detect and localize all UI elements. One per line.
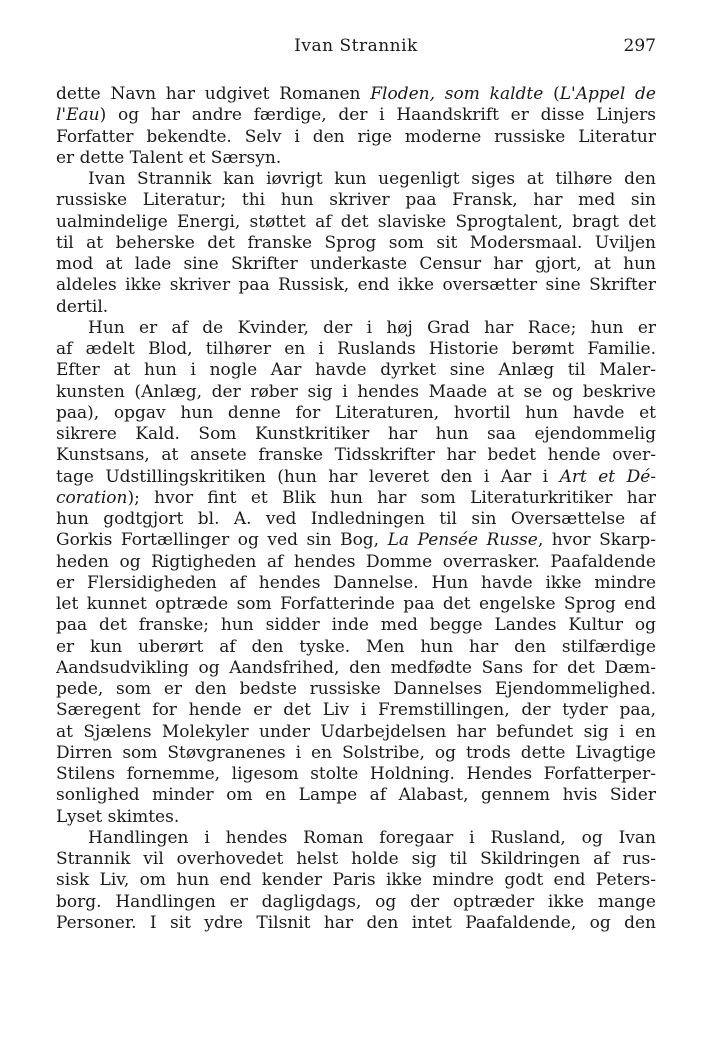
page-header xyxy=(56,36,656,60)
text-line: sonlighed minder om en Lampe af Alabast, gennem hvis Sider xyxy=(56,785,656,806)
text-line: hun godtgjort bl. A. ved Indledningen til sin Oversættelse af xyxy=(56,509,656,529)
text-line: let kunnet optræde som Forfatterinde paa det engelske Sprog end xyxy=(56,594,656,614)
text-line: ualmindelige Energi, støttet af det slaviske Sprogtalent, bragt det xyxy=(56,211,656,232)
text-line: dette Navn har udgivet Romanen Floden, som kaldte (L'Appel de xyxy=(56,84,656,104)
text-line: at Sjælens Molekyler under Udarbejdelsen har befundet sig i en xyxy=(56,721,656,742)
text-line: borg. Handlingen er dagligdags, og der optræder ikke mange xyxy=(56,891,656,912)
text-line: Hun er af de Kvinder, der i høj Grad har Race; hun er xyxy=(88,317,656,338)
text-line: aldeles ikke skriver paa Russisk, end ikke oversætter sine Skrifter xyxy=(56,275,656,296)
text-line: paa), opgav hun denne for Literaturen, hvortil hun havde et xyxy=(56,402,656,423)
text-line: pede, som er den bedste russiske Dannelses Ejendommelighed. xyxy=(56,679,656,699)
text-line: Gorkis Fortællinger og ved sin Bog, La Pensée Russe, hvor Skarp- xyxy=(56,530,656,551)
text-line: coration); hvor fint et Blik hun har som Literaturkritiker har xyxy=(56,487,656,508)
text-line: dertil. xyxy=(56,296,109,317)
text-line: Aandsudvikling og Aandsfrihed, den medfødte Sans for det Dæm- xyxy=(56,657,656,678)
text-line: Handlingen i hendes Roman foregaar i Rusland, og Ivan xyxy=(88,827,656,848)
text-line: Stilens fornemme, ligesom stolte Holdning. Hendes Forfatterper- xyxy=(56,764,656,784)
text-line: af ædelt Blod, tilhører en i Ruslands Historie berømt Familie. xyxy=(56,339,656,359)
text-line: sisk Liv, om hun end kender Paris ikke mindre godt end Peters- xyxy=(56,870,656,891)
text-line: Efter at hun i nogle Aar havde dyrket sine Anlæg til Maler- xyxy=(56,360,656,381)
running-head: Ivan Strannik xyxy=(294,36,418,56)
text-line: er kun uberørt af den tyske. Men hun har den stilfærdige xyxy=(56,636,656,657)
page-number: 297 xyxy=(623,36,656,56)
text-line: kunsten (Anlæg, der røber sig i hendes Maade at se og beskrive xyxy=(56,381,656,402)
text-line: heden og Rigtigheden af hendes Domme overrasker. Paafaldende xyxy=(56,551,656,572)
text-line: Særegent for hende er det Liv i Fremstillingen, der tyder paa, xyxy=(56,700,656,721)
text-line: er dette Talent et Særsyn. xyxy=(56,147,282,168)
text-line: Lyset skimtes. xyxy=(56,806,180,827)
text-line: l'Eau) og har andre færdige, der i Haandskrift er disse Linjers xyxy=(56,105,656,126)
text-line: paa det franske; hun sidder inde med begge Landes Kultur og xyxy=(56,615,656,636)
text-line: Forfatter bekendte. Selv i den rige moderne russiske Literatur xyxy=(56,126,656,147)
text-line: sikrere Kald. Som Kunstkritiker har hun saa ejendommelig xyxy=(56,424,656,444)
text-line: Kunstsans, at ansete franske Tidsskrifter har bedet hende over- xyxy=(56,445,656,466)
text-line: til at beherske det franske Sprog som sit Modersmaal. Uviljen xyxy=(56,232,656,253)
text-line: Dirren som Støvgranenes i en Solstribe, og trods dette Livagtige xyxy=(56,742,656,763)
body-text xyxy=(56,84,656,934)
text-line: russiske Literatur; thi hun skriver paa Fransk, har med sin xyxy=(56,190,656,211)
text-line: Personer. I sit ydre Tilsnit har den intet Paafaldende, og den xyxy=(56,912,656,933)
text-line: mod at lade sine Skrifter underkaste Censur har gjort, at hun xyxy=(56,254,656,274)
text-line: Strannik vil overhovedet helst holde sig til Skildringen af rus- xyxy=(56,849,656,869)
text-line: er Flersidigheden af hendes Dannelse. Hun havde ikke mindre xyxy=(56,572,656,593)
text-line: Ivan Strannik kan iøvrigt kun uegenligt siges at tilhøre den xyxy=(88,169,656,189)
text-line: tage Udstillingskritiken (hun har leveret den i Aar i Art et Dé- xyxy=(56,466,656,487)
